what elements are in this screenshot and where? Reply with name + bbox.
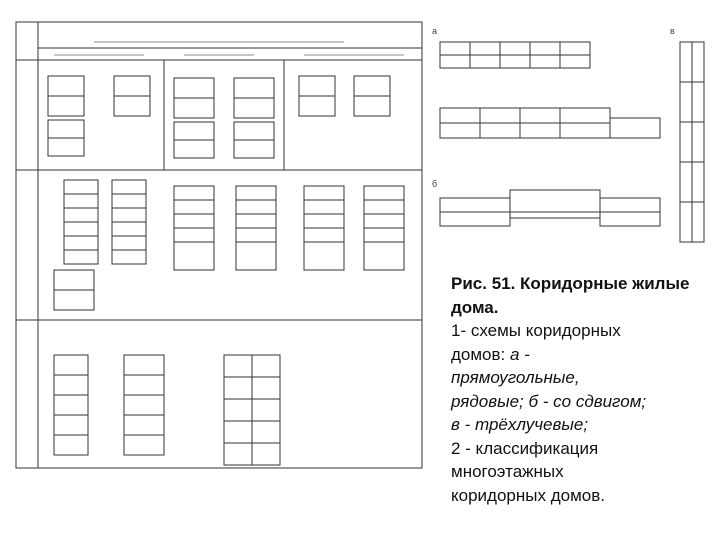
caption-line-2-italic: а - [510,344,530,364]
scheme-label-c: в [670,26,675,36]
caption-line-2 [451,343,711,367]
classification-table-drawing [14,20,426,520]
caption-line-4: рядовые; б - со сдвигом; [451,391,647,411]
caption-line-6: 2 - классификация [451,438,599,458]
caption-line-8: коридорных домов. [451,485,605,505]
scheme-label-a: а [432,26,438,36]
scheme-label-b: б [432,179,438,189]
caption-line-7: многоэтажных [451,462,564,481]
caption-line-1: 1- схемы коридорных [451,321,621,340]
caption-line-5: в - трёхлучевые; [451,415,589,434]
caption-title: Рис. 51. Коридорные жилые дома. [451,274,690,317]
caption-line-3: прямоугольные, [451,368,580,387]
corridor-plan-drawing [430,22,720,252]
figure-caption [451,272,711,507]
caption-line-2-plain: домов: [451,344,510,364]
